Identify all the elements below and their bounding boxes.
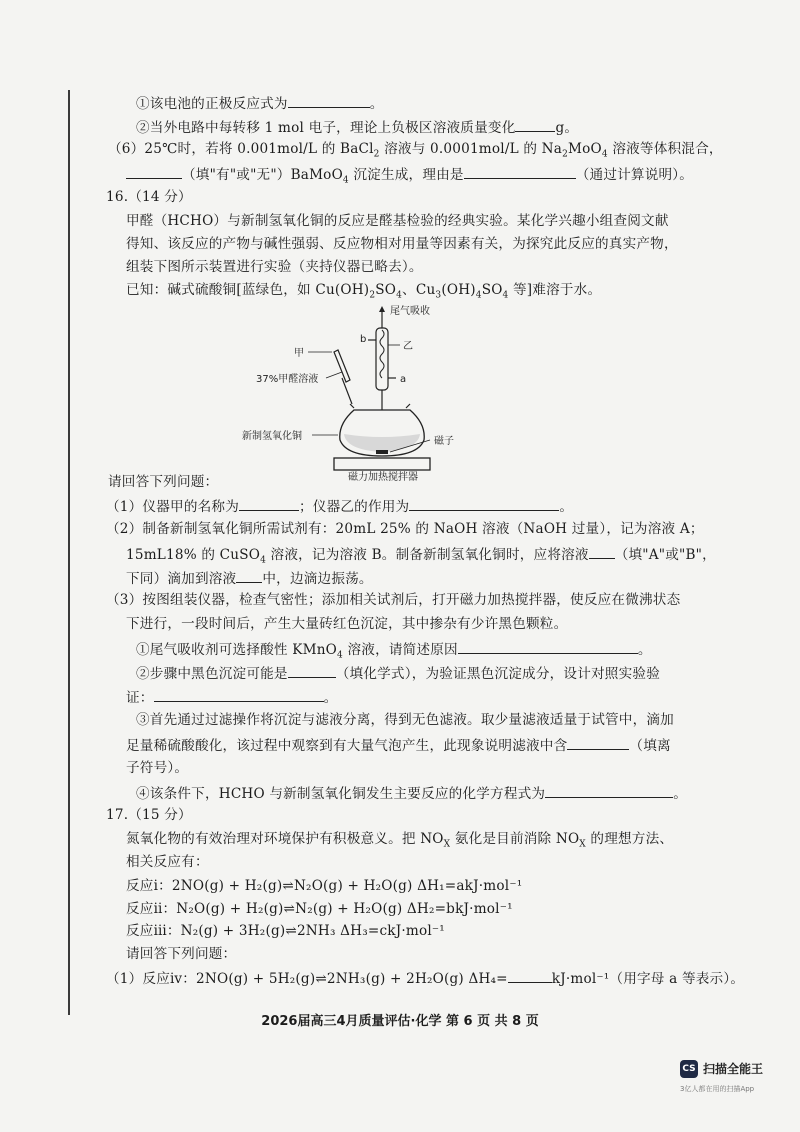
text: 。: [559, 499, 574, 515]
answer-blank: [567, 735, 629, 750]
apparatus-figure: [242, 300, 470, 483]
text: ；仪器乙的作用为: [299, 499, 410, 515]
text: ④该条件下，HCHO 与新制氢氧化铜发生主要反应的化学方程式为: [136, 786, 546, 802]
page-footer: 2026届高三4月质量评估·化学 第 6 页 共 8 页: [261, 1014, 539, 1029]
q17-heading: 17.（15 分）: [106, 807, 192, 823]
subscript: X: [579, 839, 586, 850]
camscanner-logo: CS: [680, 1060, 698, 1078]
text: 下同）滴加到溶液: [126, 571, 237, 587]
subscript: 4: [601, 149, 608, 160]
text: 。: [323, 690, 338, 706]
text: 溶液等体积混合，: [607, 141, 723, 157]
subscript: 2: [373, 149, 380, 160]
text: （填"A"或"B"，: [614, 547, 716, 563]
q16-3-line1: （3）按图组装仪器，检查气密性；添加相关试剂后，打开磁力加热搅拌器，使反应在微沸状态: [106, 592, 681, 608]
text: 氮氧化物的有效治理对环境保护有积极意义。把 NO: [126, 831, 444, 847]
side-necks: [350, 404, 410, 408]
text: ②当外电路中每转移 1 mol 电子，理论上负极区溶液质量变化: [136, 120, 516, 136]
text: （1）反应ⅳ：2NO(g) + 5H₂(g)⇌2NH₃(g) + 2H₂O(g) ΔH₄=: [106, 971, 508, 987]
q16-3-2: [136, 663, 660, 683]
text: （通过计算说明）。: [575, 167, 694, 183]
q16-known: [126, 281, 601, 299]
answer-blank: [545, 783, 673, 798]
condenser-coil: [380, 330, 384, 378]
q15-5-2: [136, 117, 578, 137]
q16-2-line1: （2）制备新制氢氧化铜所需试剂有：20mL 25% 的 NaOH 溶液（NaOH 过量），记为溶液 A；: [106, 521, 704, 537]
text: kJ·mol⁻¹（用字母 a 等表示）。: [551, 971, 745, 987]
label-stirrer: 磁力加热搅拌器: [348, 472, 418, 483]
subscript: 3: [435, 290, 442, 301]
text: （填离: [629, 738, 671, 754]
text: MoO: [568, 141, 602, 157]
text: 。: [673, 786, 688, 802]
label-yi: 乙: [403, 341, 413, 352]
q16-paragraph-2: 得知、该反应的产物与碱性强弱、反应物相对用量等因素有关，为探究此反应的真实产物，: [126, 236, 678, 252]
answer-blank: [409, 496, 559, 511]
q16-heading: 16.（14 分）: [106, 189, 192, 205]
label-a: a: [400, 374, 407, 385]
text: 溶液与 0.0001mol/L 的 Na: [379, 141, 563, 157]
text: 。: [369, 96, 384, 112]
q16-3-1: [136, 639, 652, 659]
label-jia: 甲: [294, 348, 304, 359]
text: SO: [375, 282, 397, 298]
label-cuoh: 新制氢氧化铜: [242, 431, 302, 442]
text: （6）25℃时，若将 0.001mol/L 的 BaCl: [108, 141, 374, 157]
text: 溶液，记为溶液 B。制备新制氢氧化铜时，应将溶液: [266, 547, 589, 563]
answer-blank: [508, 968, 552, 983]
margin-line: [68, 90, 70, 1015]
subscript: 4: [337, 650, 343, 661]
text: 等]难溶于水。: [508, 282, 602, 298]
answer-prompt: 请回答下列问题：: [108, 474, 219, 490]
subscript: 4: [260, 555, 267, 566]
answer-blank: [288, 93, 370, 108]
answer-blank: [126, 164, 182, 179]
leader-line: [326, 372, 342, 378]
text: （填"有"或"无"）BaMoO: [182, 167, 343, 183]
answer-blank: [458, 639, 638, 654]
subscript: 4: [342, 175, 349, 186]
q15-5-1: [136, 93, 384, 113]
subscript: 4: [475, 290, 482, 301]
answer-blank: [589, 544, 615, 559]
q17-1: [106, 968, 744, 988]
answer-prompt-2: 请回答下列问题：: [126, 946, 237, 962]
q15-6-line2: [126, 164, 693, 184]
text: 中，边滴边振荡。: [262, 571, 373, 587]
text: 足量稀硫酸酸化，该过程中观察到有大量气泡产生，此现象说明滤液中含: [126, 738, 568, 754]
answer-blank: [464, 164, 576, 179]
subscript: 4: [502, 290, 509, 301]
label-b: b: [360, 334, 367, 345]
q16-2-line3: [126, 568, 373, 588]
q15-6-line1: [108, 140, 723, 158]
answer-blank: [515, 117, 555, 132]
subscript: 2: [369, 290, 376, 301]
text: 的理想方法、: [585, 831, 674, 847]
label-magnet: 磁子: [434, 436, 454, 447]
text: （填化学式），为验证黑色沉淀成分，设计对照实验验: [335, 666, 660, 682]
answer-blank: [239, 496, 299, 511]
q16-3-4: [136, 783, 687, 803]
flask-liquid: [344, 434, 420, 452]
camscanner-name: 扫描全能王: [703, 1062, 764, 1076]
text: 15mL18% 的 CuSO: [126, 547, 261, 563]
q16-3-line2: 下进行，一段时间后，产生大量砖红色沉淀，其中掺杂有少许黑色颗粒。: [126, 616, 568, 632]
label-tail-gas: 尾气吸收: [390, 306, 430, 317]
reaction-3: 反应ⅲ：N₂(g) + 3H₂(g)⇌2NH₃ ΔH₃=ckJ·mol⁻¹: [126, 923, 445, 939]
subscript: 4: [396, 290, 403, 301]
magnetic-stirrer: [334, 458, 430, 470]
text: (OH): [441, 282, 476, 298]
q17-paragraph-1: [126, 830, 673, 848]
text: 沉淀生成，理由是: [348, 167, 464, 183]
q16-paragraph-1: 甲醛（HCHO）与新制氢氧化铜的反应是醛基检验的经典实验。某化学兴趣小组查阅文献: [126, 213, 669, 229]
text: 已知：碱式硫酸铜[蓝绿色，如 Cu(OH): [126, 282, 370, 298]
text: ①尾气吸收剂可选择酸性 KMnO: [136, 642, 338, 658]
q16-3-3-cont: [126, 735, 671, 755]
text: 。: [637, 642, 652, 658]
q16-3-2-cont: [126, 687, 337, 707]
label-formaldehyde: 37%甲醛溶液: [256, 374, 319, 385]
text: （1）仪器甲的名称为: [106, 499, 239, 515]
q16-2-line2: [126, 544, 716, 564]
answer-blank: [154, 687, 324, 702]
text: ①该电池的正极反应式为: [136, 96, 288, 112]
text: SO: [481, 282, 503, 298]
q16-1: [106, 496, 573, 516]
q17-paragraph-2: 相关反应有：: [126, 854, 209, 870]
dropping-funnel-jia: [334, 350, 350, 382]
q16-3-3: ③首先通过过滤操作将沉淀与滤液分离，得到无色滤液。取少量滤液适量于试管中，滴加: [136, 712, 674, 728]
subscript: 2: [562, 149, 568, 160]
camscanner-tagline: 3亿人都在用的扫描App: [680, 1085, 755, 1093]
subscript: X: [443, 839, 451, 850]
text: 氨化是目前消除 NO: [450, 831, 580, 847]
text: ②步骤中黑色沉淀可能是: [136, 666, 288, 682]
text: 证：: [126, 690, 154, 706]
answer-blank: [236, 568, 262, 583]
q16-paragraph-3: 组装下图所示装置进行实验（夹持仪器已略去）。: [126, 259, 423, 275]
answer-blank: [288, 663, 336, 678]
arrow-icon: [379, 306, 385, 312]
stir-bar: [376, 450, 388, 454]
q16-3-3-end: 子符号）。: [126, 760, 189, 776]
reaction-1: 反应ⅰ：2NO(g) + H₂(g)⇌N₂O(g) + H₂O(g) ΔH₁=akJ·mol⁻¹: [126, 878, 523, 894]
text: g。: [555, 120, 579, 136]
reaction-2: 反应ⅱ：N₂O(g) + H₂(g)⇌N₂(g) + H₂O(g) ΔH₂=bkJ·mol⁻¹: [126, 901, 513, 917]
text: 溶液，请简述原因: [342, 642, 458, 658]
text: 、Cu: [402, 282, 436, 298]
